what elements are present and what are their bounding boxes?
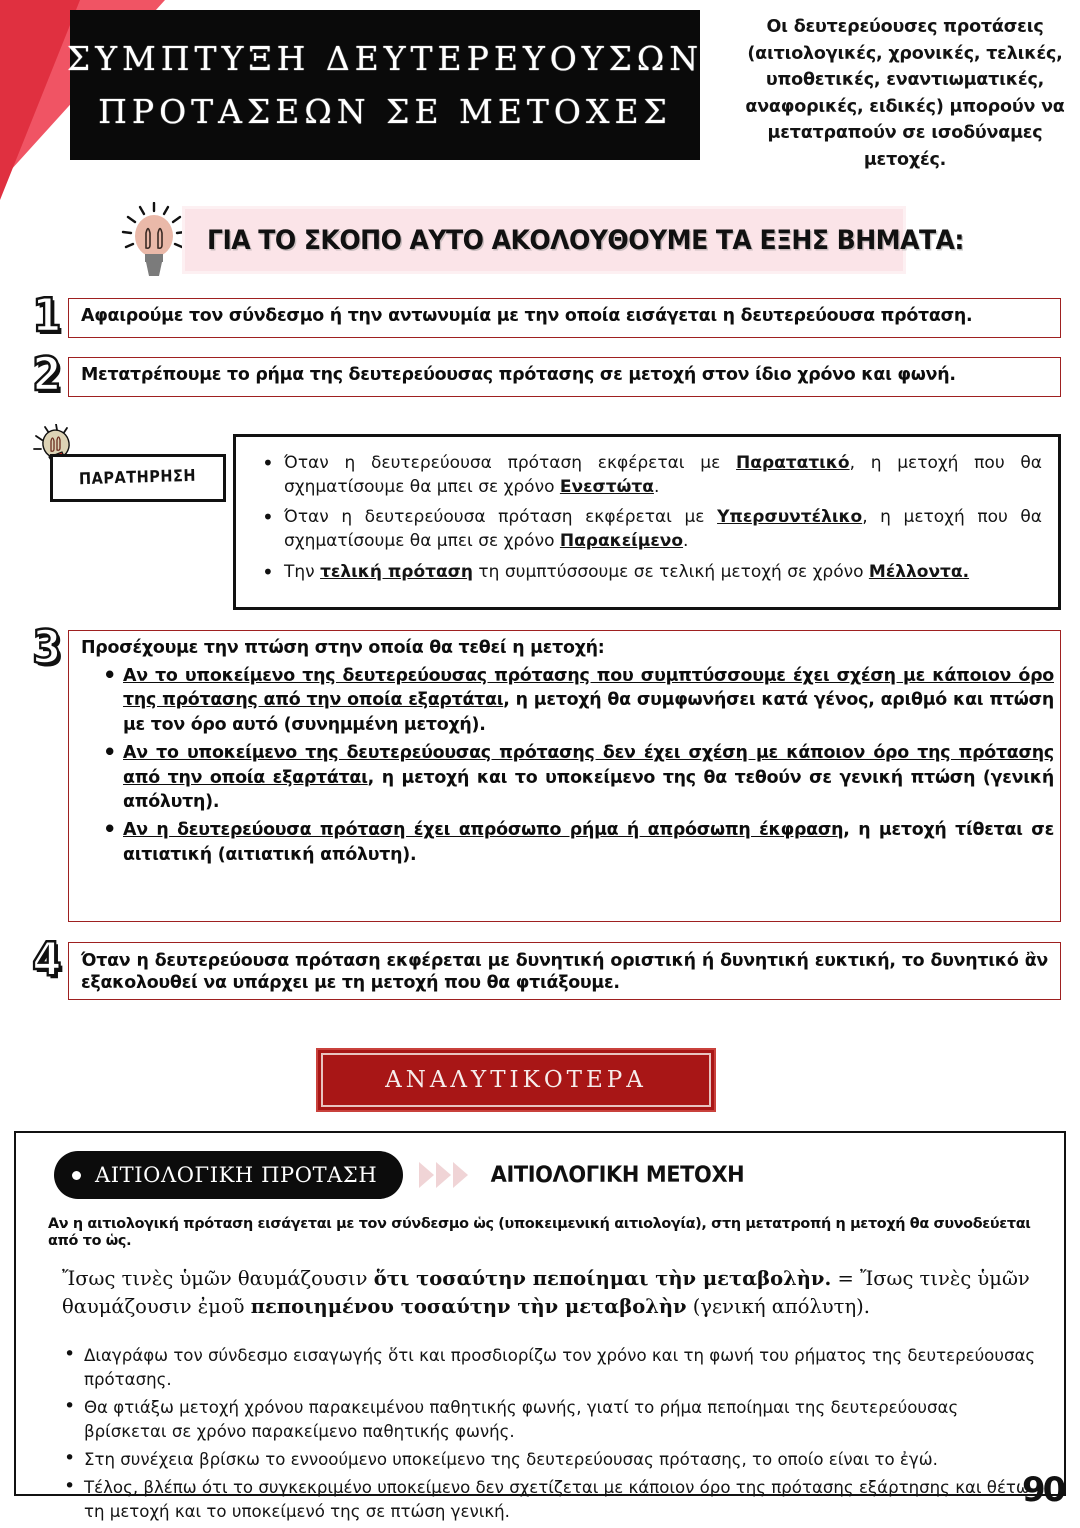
step-1-text: Αφαιρούμε τον σύνδεσμο ή την αντωνυμία με την οποία εισάγεται η δευτερεύουσα πρόταση. bbox=[81, 306, 973, 326]
step-3-item-rest: , η μετοχή και το υποκείμενο της θα τεθούν σε γενική πτώση (γενική απόλυτη). bbox=[123, 767, 1055, 813]
observation-section bbox=[0, 424, 1080, 614]
observation-item bbox=[254, 560, 1042, 584]
example-step-item: • Τέλος, βλέπω ότι το συγκεκριμένο υποκείμενο δεν σχετίζεται με κάποιον όρο της πρότασης εξάρτησης και θέτω τη μετοχή και το υποκείμενό της σε πτώση γενική. bbox=[64, 1476, 1042, 1524]
step-2-number: 2 bbox=[32, 347, 62, 401]
step-3-item bbox=[103, 741, 1054, 815]
step-3-item-underlined: Αν το υποκείμενο της δευτερεύουσας πρότασης που συμπτύσσουμε έχει σχέση με κάποιον όρο της πρότασης από την οποία εξαρτάται bbox=[123, 665, 1054, 711]
step-2-text: Μετατρέπουμε το ρήμα της δευτερεύουσας πρότασης σε μετοχή στον ίδιο χρόνο και φωνή. bbox=[81, 365, 956, 385]
chevron-right-icon bbox=[436, 1162, 451, 1188]
observation-item-mid: , η μετοχή που θα σχηματίσουμε θα μπει σε χρόνο bbox=[284, 507, 1042, 552]
analytic-banner bbox=[316, 1048, 716, 1112]
observation-item-pre: Όταν η δευτερεύουσα πρόταση εκφέρεται με bbox=[284, 507, 718, 528]
page-title bbox=[66, 10, 704, 160]
observation-item-mid: , η μετοχή που θα σχηματίσουμε θα μπει σε χρόνο bbox=[284, 453, 1043, 498]
example-section bbox=[14, 1131, 1066, 1522]
observation-item-key1: τελική πρόταση bbox=[320, 561, 474, 582]
example-part-3: (γενική απόλυτη). bbox=[686, 1295, 870, 1319]
step-2 bbox=[0, 347, 1080, 403]
observation-item-post: . bbox=[653, 477, 660, 498]
example-part-2: = Ἴσως τινὲς ὑμῶν θαυμάζουσιν ἐμοῦ bbox=[62, 1267, 1030, 1319]
observation-tag-label: ΠΑΡΑΤΗΡΗΣΗ bbox=[79, 467, 197, 489]
steps-banner-row bbox=[0, 200, 1080, 282]
example-bold-2: πεποιημένου τοσαύτην τὴν μεταβολὴν bbox=[250, 1295, 687, 1319]
step-3-lead: Προσέχουμε την πτώση στην οποία θα τεθεί η μετοχή: bbox=[81, 638, 605, 658]
example-step-item: • Διαγράφω τον σύνδεσμο εισαγωγής ὅτι και προσδιορίζω τον χρόνο και τη φωνή του ρήματος της δευτερεύουσας πρότασης. bbox=[64, 1344, 1042, 1392]
observation-box bbox=[233, 434, 1061, 610]
observation-list bbox=[254, 451, 1042, 584]
source-clause-pill bbox=[54, 1151, 403, 1199]
steps-banner-text: ΓΙΑ ΤΟ ΣΚΟΠΟ ΑΥΤΟ ΑΚΟΛΟΥΘΟΥΜΕ ΤΑ ΕΞΗΣ ΒΗΜΑΤΑ: bbox=[207, 224, 964, 256]
source-clause-label: ΑΙΤΙΟΛΟΓΙΚΗ ΠΡΟΤΑΣΗ bbox=[95, 1163, 378, 1187]
target-participle-label: ΑΙΤΙΟΛΟΓΙΚΗ ΜΕΤΟΧΗ bbox=[490, 1162, 745, 1188]
observation-item-pre: Την bbox=[284, 561, 321, 582]
step-1 bbox=[0, 288, 1080, 344]
example-step-item: • Στη συνέχεια βρίσκω το εννοούμενο υποκείμενο της δευτερεύουσας πρότασης, το οποίο είναι το ἐγώ. bbox=[64, 1448, 1042, 1472]
observation-item-mid: τη συμπτύσσουμε σε τελική μετοχή σε χρόνο bbox=[473, 561, 869, 582]
triple-chevron-right-icon bbox=[419, 1162, 468, 1188]
page-number: 90 bbox=[1022, 1470, 1064, 1510]
step-2-box bbox=[68, 357, 1061, 397]
chevron-right-icon bbox=[419, 1162, 434, 1188]
page-title-line-1: ΣΥΜΠΤΥΞΗ ΔΕΥΤΕΡΕΥΟΥΣΩΝ bbox=[66, 39, 704, 78]
step-3-box bbox=[68, 630, 1061, 922]
header-note: Οι δευτερεύουσες προτάσεις (αιτιολογικές, χρονικές, τελικές, υποθετικές, εναντιωματικές, αναφορικές, ειδικές) μπορούν να μετατραπούν σε ισοδύναμες μετοχές. bbox=[745, 17, 1065, 170]
example-step-item: • Θα φτιάξω μετοχή χρόνου παρακειμένου παθητικής φωνής, γιατί το ρήμα πεποίημαι της δευτερεύουσας βρίσκεται σε χρόνο παρακείμενο παθητικής φωνής. bbox=[64, 1396, 1042, 1444]
step-3-item-underlined: Αν το υποκείμενο της δευτερεύουσας πρότασης δεν έχει σχέση με κάποιον όρο της πρότασης από την οποία εξαρτάται bbox=[123, 742, 1054, 788]
step-3-number: 3 bbox=[32, 620, 62, 674]
observation-item-key1: Παρατατικό bbox=[736, 453, 850, 473]
observation-item-key2: Ενεστώτα bbox=[559, 477, 654, 498]
analytic-banner-label: ΑΝΑΛΥΤΙΚΟΤΕΡΑ bbox=[385, 1067, 647, 1093]
example-steps-list bbox=[34, 1344, 1046, 1524]
observation-item bbox=[254, 451, 1042, 499]
example-text bbox=[62, 1265, 1046, 1322]
example-part-1: Ἴσως τινὲς ὑμῶν θαυμάζουσιν bbox=[62, 1267, 374, 1290]
lightbulb-icon bbox=[118, 202, 190, 280]
step-3-item-rest: , η μετοχή τίθεται σε αιτιατική (αιτιατική απόλυτη). bbox=[123, 819, 1054, 865]
step-3-item bbox=[103, 664, 1054, 738]
observation-item-key1: Υπερσυντέλικο bbox=[717, 507, 863, 528]
observation-item-key2: Μέλλοντα. bbox=[868, 561, 970, 582]
example-bold-1: ὅτι τοσαύτην πεποίημαι τὴν μεταβολὴν. bbox=[373, 1267, 832, 1290]
observation-item-pre: Όταν η δευτερεύουσα πρόταση εκφέρεται με bbox=[284, 453, 737, 473]
observation-item-key2: Παρακείμενο bbox=[559, 531, 684, 552]
step-3-item-rest: , η μετοχή θα συμφωνήσει κατά γένος, αριθμό και πτώση με τον όρο αυτό (συνημμένη μετοχή). bbox=[123, 690, 1054, 736]
observation-tag bbox=[50, 454, 226, 502]
step-3-item bbox=[103, 818, 1054, 867]
observation-item-post: . bbox=[683, 531, 689, 552]
steps-banner bbox=[182, 206, 964, 274]
bullet-dot-icon bbox=[72, 1171, 81, 1180]
page-title-line-2: ΠΡΟΤΑΣΕΩΝ ΣΕ ΜΕΤΟΧΕΣ bbox=[98, 92, 672, 131]
observation-item bbox=[254, 505, 1042, 553]
chevron-right-icon bbox=[453, 1162, 468, 1188]
step-3-item-underlined: Αν η δευτερεύουσα πρόταση έχει απρόσωπο ρήμα ή απρόσωπη έκφραση bbox=[123, 819, 844, 840]
rule-text: Αν η αιτιολογική πρόταση εισάγεται με τον σύνδεσμο ὡς (υποκειμενική αιτιολογία), στη μετατροπή η μετοχή θα συνοδεύεται από το ὡς. bbox=[48, 1215, 1031, 1249]
step-3-list bbox=[69, 664, 1060, 868]
step-1-number: 1 bbox=[32, 288, 62, 342]
step-4-box bbox=[68, 942, 1061, 1000]
step-4-text: Όταν η δευτερεύουσα πρόταση εκφέρεται με δυνητική οριστική ή δυνητική ευκτική, το δυνητικό ἂν εξακολουθεί να υπάρχει με τη μετοχή που θα φτιάξουμε. bbox=[81, 951, 1048, 993]
conversion-row bbox=[54, 1151, 1046, 1199]
step-1-box bbox=[68, 298, 1061, 338]
page-header bbox=[0, 0, 1080, 196]
step-4-number: 4 bbox=[32, 932, 62, 986]
